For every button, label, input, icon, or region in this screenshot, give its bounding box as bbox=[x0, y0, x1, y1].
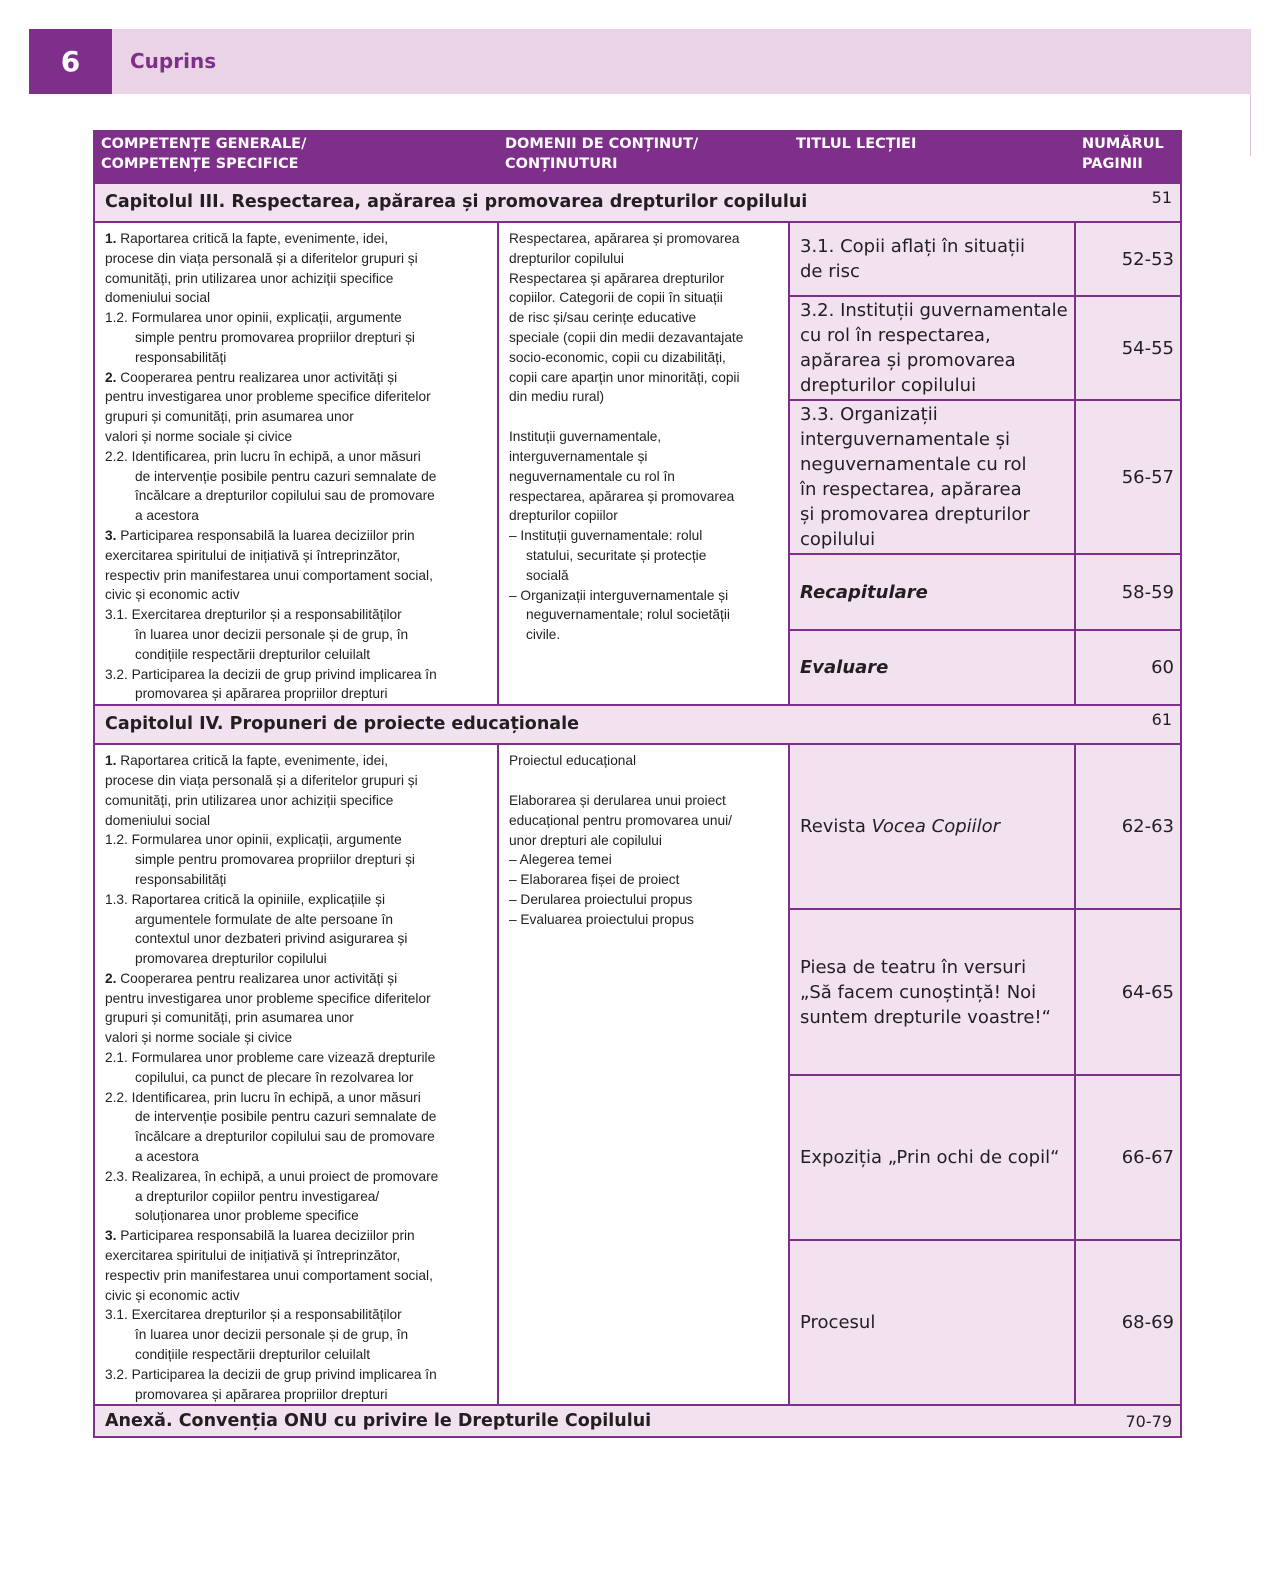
lesson-title[interactable] bbox=[789, 222, 1075, 296]
competency-line bbox=[105, 1088, 491, 1108]
competency-text: domeniului social bbox=[105, 290, 210, 306]
competency-text: procese din viața personală și a diferitelor grupuri și bbox=[105, 250, 418, 266]
competency-marker: 2. bbox=[105, 369, 117, 385]
page-header bbox=[29, 29, 1251, 94]
competency-line: responsabilități bbox=[135, 349, 227, 365]
domain-text: Proiectul educațional bbox=[509, 753, 637, 769]
competency-line bbox=[105, 1008, 491, 1028]
domain-line: neguvernamentale; rolul societății bbox=[526, 607, 730, 623]
competency-line: promovarea și apărarea propriilor drepturi bbox=[135, 1386, 388, 1402]
competency-line bbox=[105, 229, 491, 249]
competency-text: Exercitarea drepturilor și a responsabilităților bbox=[127, 607, 402, 623]
domain-text: Respectarea și apărarea drepturilor bbox=[509, 270, 725, 286]
domain-line bbox=[509, 791, 782, 811]
lesson-line: drepturilor copilului bbox=[800, 375, 977, 397]
lesson-page: 62-63 bbox=[1075, 744, 1181, 909]
spacer bbox=[509, 771, 782, 791]
lesson-line: cu rol în respectarea, bbox=[800, 325, 991, 347]
annex-heading bbox=[94, 1405, 1181, 1437]
competency-text: Exercitarea drepturilor și a responsabilităților bbox=[127, 1307, 402, 1323]
lesson-line: interguvernamentale și bbox=[800, 429, 1010, 451]
lesson-page: 56-57 bbox=[1075, 400, 1181, 554]
domain-line bbox=[509, 387, 782, 407]
column-header-page bbox=[1075, 131, 1181, 183]
competency-line: condițiile respectării drepturilor celuilalt bbox=[135, 646, 371, 662]
chapter-4-row bbox=[94, 744, 1181, 909]
competency-line: în luarea unor decizii personale și de grup, în bbox=[135, 626, 409, 642]
domain-line bbox=[509, 269, 782, 289]
lesson-title[interactable] bbox=[789, 554, 1075, 630]
competency-marker: 3. bbox=[105, 1228, 117, 1244]
lesson-page: 66-67 bbox=[1075, 1075, 1181, 1240]
lesson-title[interactable] bbox=[789, 400, 1075, 554]
lesson-title[interactable] bbox=[789, 630, 1075, 705]
competency-line bbox=[105, 1305, 491, 1325]
domain-text: Derularea proiectului propus bbox=[516, 891, 693, 907]
domain-line bbox=[509, 249, 782, 269]
competency-line bbox=[105, 989, 491, 1009]
domain-line bbox=[509, 811, 782, 831]
competency-text: grupuri și comunități, prin asumarea unor bbox=[105, 409, 354, 425]
domains-cell bbox=[498, 744, 789, 1405]
competency-text: Raportarea critică la fapte, evenimente, idei, bbox=[116, 231, 389, 246]
domain-text: copii care aparțin unor minorități, copii bbox=[509, 369, 740, 385]
domain-marker: – bbox=[509, 587, 517, 603]
chapter-title: Capitolul IV. Propuneri de proiecte educaționale bbox=[105, 714, 579, 735]
domains-cell bbox=[498, 222, 789, 705]
competency-line bbox=[105, 249, 491, 269]
competency-line: responsabilități bbox=[135, 871, 227, 887]
domain-line bbox=[509, 447, 782, 467]
competency-marker: 3.1. bbox=[105, 607, 128, 623]
column-header-line: COMPETENȚE GENERALE/ bbox=[101, 136, 307, 152]
domain-text: din mediu rural) bbox=[509, 389, 605, 405]
competency-text: Identificarea, prin lucru în echipă, a unor măsuri bbox=[127, 1089, 421, 1105]
domain-marker: – bbox=[509, 891, 517, 907]
domain-text: neguvernamentale cu rol în bbox=[509, 468, 675, 484]
competency-text: Realizarea, în echipă, a unui proiect de promovare bbox=[127, 1168, 439, 1184]
domain-text: Evaluarea proiectului propus bbox=[516, 911, 694, 927]
domain-text: drepturilor copilului bbox=[509, 250, 624, 266]
domain-line: statului, securitate și protecție bbox=[526, 547, 707, 563]
competency-line: de intervenție posibile pentru cazuri semnalate de bbox=[135, 468, 437, 484]
competency-text: valori și norme sociale și civice bbox=[105, 428, 293, 444]
competencies-cell bbox=[94, 222, 498, 705]
lesson-page: 64-65 bbox=[1075, 909, 1181, 1074]
competency-text: respectiv prin manifestarea unui comportament social, bbox=[105, 567, 433, 583]
domain-marker: – bbox=[509, 872, 517, 888]
domain-line bbox=[509, 427, 782, 447]
lesson-title[interactable] bbox=[789, 744, 1075, 909]
domain-text: Instituții guvernamentale, bbox=[509, 429, 662, 445]
competency-line bbox=[105, 407, 491, 427]
competency-marker: 1. bbox=[105, 231, 117, 246]
competency-text: civic și economic activ bbox=[105, 1287, 240, 1303]
domain-line bbox=[509, 586, 782, 606]
column-header-competencies bbox=[94, 131, 498, 183]
competency-marker: 1. bbox=[105, 753, 117, 769]
domain-text: educațional pentru promovarea unui/ bbox=[509, 812, 732, 828]
competency-marker: 1.2. bbox=[105, 832, 128, 848]
chapter-page: 51 bbox=[1151, 188, 1172, 207]
competency-line bbox=[105, 566, 491, 586]
competency-marker: 3.2. bbox=[105, 666, 128, 682]
competency-line bbox=[105, 969, 491, 989]
competency-line bbox=[105, 1048, 491, 1068]
contents-table bbox=[93, 130, 1182, 1438]
competency-text: pentru investigarea unor probleme specifice diferitelor bbox=[105, 389, 431, 405]
lesson-text: Revista bbox=[800, 816, 872, 838]
competency-line bbox=[105, 665, 491, 685]
domain-text: Respectarea, apărarea și promovarea bbox=[509, 231, 740, 246]
domain-line bbox=[509, 751, 782, 771]
column-header-line: DOMENII DE CONȚINUT/ bbox=[505, 136, 699, 152]
competency-marker: 3.1. bbox=[105, 1307, 128, 1323]
competency-line bbox=[105, 1286, 491, 1306]
competency-marker: 3. bbox=[105, 527, 117, 543]
competency-line bbox=[105, 890, 491, 910]
competency-text: exercitarea spiritului de inițiativă și întreprinzător, bbox=[105, 547, 401, 563]
competency-line: a acestora bbox=[135, 508, 199, 524]
competency-line: soluționarea unor probleme specifice bbox=[135, 1208, 359, 1224]
competencies-cell bbox=[94, 744, 498, 1405]
lesson-page: 60 bbox=[1075, 630, 1181, 705]
competency-marker: 3.2. bbox=[105, 1366, 128, 1382]
lesson-line: de risc bbox=[800, 261, 860, 282]
column-header-line: PAGINII bbox=[1082, 156, 1143, 172]
column-header-line: TITLUL LECȚIEI bbox=[796, 136, 917, 152]
lesson-page: 52-53 bbox=[1075, 222, 1181, 296]
competency-text: comunități, prin utilizarea unor achiziții specifice bbox=[105, 270, 394, 286]
lesson-line: suntem drepturile voastre!“ bbox=[800, 1006, 1051, 1028]
domain-line bbox=[509, 870, 782, 890]
competency-marker: 1.2. bbox=[105, 310, 128, 326]
domain-line bbox=[509, 308, 782, 328]
domain-text: socio-economic, copii cu dizabilități, bbox=[509, 349, 726, 365]
side-rule bbox=[1250, 94, 1251, 156]
competency-marker: 2.3. bbox=[105, 1168, 128, 1184]
domain-marker: – bbox=[509, 852, 517, 868]
annex-row bbox=[94, 1405, 1181, 1437]
competency-line bbox=[105, 1226, 491, 1246]
competency-line bbox=[105, 1167, 491, 1187]
domain-text: unor drepturi ale copilului bbox=[509, 832, 662, 848]
competency-marker: 2.2. bbox=[105, 1089, 128, 1105]
lesson-title[interactable] bbox=[789, 909, 1075, 1074]
domain-line bbox=[509, 850, 782, 870]
domain-line bbox=[509, 526, 782, 546]
domain-line: civile. bbox=[526, 627, 561, 643]
domain-line bbox=[509, 368, 782, 388]
chapter-3-row bbox=[94, 222, 1181, 296]
competency-text: comunități, prin utilizarea unor achiziții specifice bbox=[105, 792, 394, 808]
competency-text: Raportarea critică la opiniile, explicațiile și bbox=[127, 891, 385, 907]
chapter-row bbox=[94, 705, 1181, 744]
competency-marker: 2.1. bbox=[105, 1050, 128, 1066]
domain-line bbox=[509, 506, 782, 526]
competency-text: procese din viața personală și a diferitelor grupuri și bbox=[105, 772, 418, 788]
lesson-line: 3.1. Copii aflați în situații bbox=[800, 236, 1026, 257]
competency-line: condițiile respectării drepturilor celuilalt bbox=[135, 1347, 371, 1363]
domain-line bbox=[509, 487, 782, 507]
spacer bbox=[509, 407, 782, 427]
domain-text: drepturilor copiilor bbox=[509, 508, 618, 524]
domain-text: Elaborarea și derularea unui proiect bbox=[509, 792, 726, 808]
domain-line bbox=[509, 467, 782, 487]
annex-page: 70-79 bbox=[1125, 1412, 1172, 1432]
annex-title: Anexă. Convenția ONU cu privire le Drepturile Copilului bbox=[105, 1411, 652, 1432]
competency-line bbox=[105, 1365, 491, 1385]
competency-text: Participarea la decizii de grup privind implicarea în bbox=[127, 1366, 437, 1382]
domain-text: Alegerea temei bbox=[516, 852, 612, 868]
competency-line bbox=[105, 526, 491, 546]
competency-text: Participarea la decizii de grup privind implicarea în bbox=[127, 666, 437, 682]
domain-text: de risc și/sau cerințe educative bbox=[509, 310, 697, 326]
lesson-line: 3.3. Organizații bbox=[800, 404, 938, 426]
domain-text: copiilor. Categorii de copii în situații bbox=[509, 290, 723, 306]
competency-text: pentru investigarea unor probleme specifice diferitelor bbox=[105, 990, 431, 1006]
competency-line bbox=[105, 447, 491, 467]
domain-text: interguvernamentale și bbox=[509, 448, 648, 464]
domain-line bbox=[509, 910, 782, 930]
competency-line bbox=[105, 1028, 491, 1048]
chapter-page: 61 bbox=[1151, 710, 1172, 730]
competency-line bbox=[105, 585, 491, 605]
competency-text: valori și norme sociale și civice bbox=[105, 1030, 293, 1046]
competency-line: încălcare a drepturilor copilului sau de promovare bbox=[135, 488, 435, 504]
lesson-title[interactable] bbox=[789, 296, 1075, 400]
competency-line bbox=[105, 751, 491, 771]
competency-line: de intervenție posibile pentru cazuri semnalate de bbox=[135, 1109, 437, 1125]
domain-line bbox=[509, 229, 782, 249]
lesson-line: Evaluare bbox=[800, 657, 889, 679]
domain-text: Elaborarea fișei de proiect bbox=[516, 872, 680, 888]
lesson-line: Recapitulare bbox=[800, 581, 928, 603]
competency-line bbox=[105, 791, 491, 811]
competency-text: Identificarea, prin lucru în echipă, a unor măsuri bbox=[127, 448, 421, 464]
competency-line: promovarea drepturilor copilului bbox=[135, 951, 327, 967]
column-header-lesson bbox=[789, 131, 1075, 183]
competency-line bbox=[105, 1266, 491, 1286]
competency-marker: 2.2. bbox=[105, 448, 128, 464]
competency-line bbox=[105, 811, 491, 831]
competency-text: Participarea responsabilă la luarea deciziilor prin bbox=[116, 1228, 415, 1244]
competency-line: simple pentru promovarea propriilor drepturi și bbox=[135, 329, 415, 345]
lesson-text-italic: Vocea Copiilor bbox=[871, 816, 1001, 838]
lesson-page: 68-69 bbox=[1075, 1240, 1181, 1405]
competency-text: grupuri și comunități, prin asumarea unor bbox=[105, 1010, 354, 1026]
domain-line: socială bbox=[526, 567, 569, 583]
competency-line: a drepturilor copiilor pentru investigarea/ bbox=[135, 1188, 380, 1204]
competency-line bbox=[105, 269, 491, 289]
lesson-line: „Să facem cunoștință! Noi bbox=[800, 981, 1037, 1003]
lesson-line: apărarea și promovarea bbox=[800, 350, 1016, 372]
competency-line bbox=[105, 308, 491, 328]
domain-line bbox=[509, 348, 782, 368]
competency-line: promovarea și apărarea propriilor drepturi bbox=[135, 686, 388, 702]
competency-line bbox=[105, 368, 491, 388]
page-number: 6 bbox=[60, 45, 81, 78]
competency-line bbox=[105, 605, 491, 625]
chapter-3-heading bbox=[94, 183, 1181, 222]
lesson-title[interactable] bbox=[789, 1240, 1075, 1405]
competency-line bbox=[105, 771, 491, 791]
competency-text: Formularea unor opinii, explicații, argumente bbox=[127, 832, 402, 848]
competency-line: argumentele formulate de alte persoane în bbox=[135, 911, 393, 927]
competency-line bbox=[105, 546, 491, 566]
competency-text: domeniului social bbox=[105, 812, 210, 828]
competency-line: încălcare a drepturilor copilului sau de promovare bbox=[135, 1129, 435, 1145]
competency-text: Participarea responsabilă la luarea deciziilor prin bbox=[116, 527, 415, 543]
domain-text: respectarea, apărarea și promovarea bbox=[509, 488, 735, 504]
lesson-line: copilului bbox=[800, 529, 876, 551]
competency-line: copilului, ca punct de plecare în rezolvarea lor bbox=[135, 1069, 414, 1085]
lesson-line: Procesul bbox=[800, 1312, 876, 1334]
competency-line: simple pentru promovarea propriilor drepturi și bbox=[135, 852, 415, 868]
domain-line bbox=[509, 328, 782, 348]
competency-text: civic și economic activ bbox=[105, 587, 240, 603]
lesson-page: 54-55 bbox=[1075, 296, 1181, 400]
column-header-domains bbox=[498, 131, 789, 183]
lesson-line: neguvernamentale cu rol bbox=[800, 454, 1027, 476]
competency-line: a acestora bbox=[135, 1149, 199, 1165]
competency-marker: 1.3. bbox=[105, 891, 128, 907]
domain-marker: – bbox=[509, 528, 517, 544]
competency-text: Cooperarea pentru realizarea unor activități și bbox=[116, 369, 398, 385]
competency-text: exercitarea spiritului de inițiativă și întreprinzător, bbox=[105, 1248, 401, 1264]
chapter-4-heading bbox=[94, 705, 1181, 744]
domain-text: Instituții guvernamentale: rolul bbox=[516, 528, 703, 544]
competency-text: Formularea unor opinii, explicații, argumente bbox=[127, 310, 402, 326]
domain-line bbox=[509, 831, 782, 851]
domain-line bbox=[509, 890, 782, 910]
chapter-title: Capitolul III. Respectarea, apărarea și promovarea drepturilor copilului bbox=[105, 192, 808, 212]
competency-text: Formularea unor probleme care vizează drepturile bbox=[127, 1050, 436, 1066]
competency-line bbox=[105, 288, 491, 308]
lesson-line: în respectarea, apărarea bbox=[800, 479, 1022, 501]
competency-text: Cooperarea pentru realizarea unor activități și bbox=[116, 970, 398, 986]
competency-line bbox=[105, 1246, 491, 1266]
lesson-page: 58-59 bbox=[1075, 554, 1181, 630]
competency-marker: 2. bbox=[105, 970, 117, 986]
competency-line: în luarea unor decizii personale și de grup, în bbox=[135, 1327, 409, 1343]
chapter-row bbox=[94, 183, 1181, 222]
table-header-row bbox=[94, 131, 1181, 183]
column-header-line: CONȚINUTURI bbox=[505, 156, 618, 172]
competency-line: contextul unor dezbateri privind asigurarea și bbox=[135, 931, 408, 947]
domain-text: Organizații interguvernamentale și bbox=[516, 587, 729, 603]
competency-text: Raportarea critică la fapte, evenimente, idei, bbox=[116, 753, 389, 769]
lesson-line: Expoziția „Prin ochi de copil“ bbox=[800, 1146, 1060, 1168]
page-number-box bbox=[29, 29, 112, 94]
column-header-line: NUMĂRUL bbox=[1082, 136, 1164, 152]
domain-line bbox=[509, 288, 782, 308]
competency-line bbox=[105, 830, 491, 850]
lesson-line: și promovarea drepturilor bbox=[800, 504, 1030, 526]
lesson-title[interactable] bbox=[789, 1075, 1075, 1240]
competency-text: respectiv prin manifestarea unui comportament social, bbox=[105, 1267, 433, 1283]
competency-line bbox=[105, 427, 491, 447]
domain-text: speciale (copii din medii dezavantajate bbox=[509, 329, 744, 345]
lesson-line: 3.2. Instituții guvernamentale bbox=[800, 300, 1068, 322]
page-title: Cuprins bbox=[130, 49, 217, 73]
competency-line bbox=[105, 387, 491, 407]
domain-marker: – bbox=[509, 911, 517, 927]
column-header-line: COMPETENȚE SPECIFICE bbox=[101, 156, 299, 172]
lesson-line: Piesa de teatru în versuri bbox=[800, 956, 1027, 978]
lesson-line bbox=[800, 814, 1066, 839]
